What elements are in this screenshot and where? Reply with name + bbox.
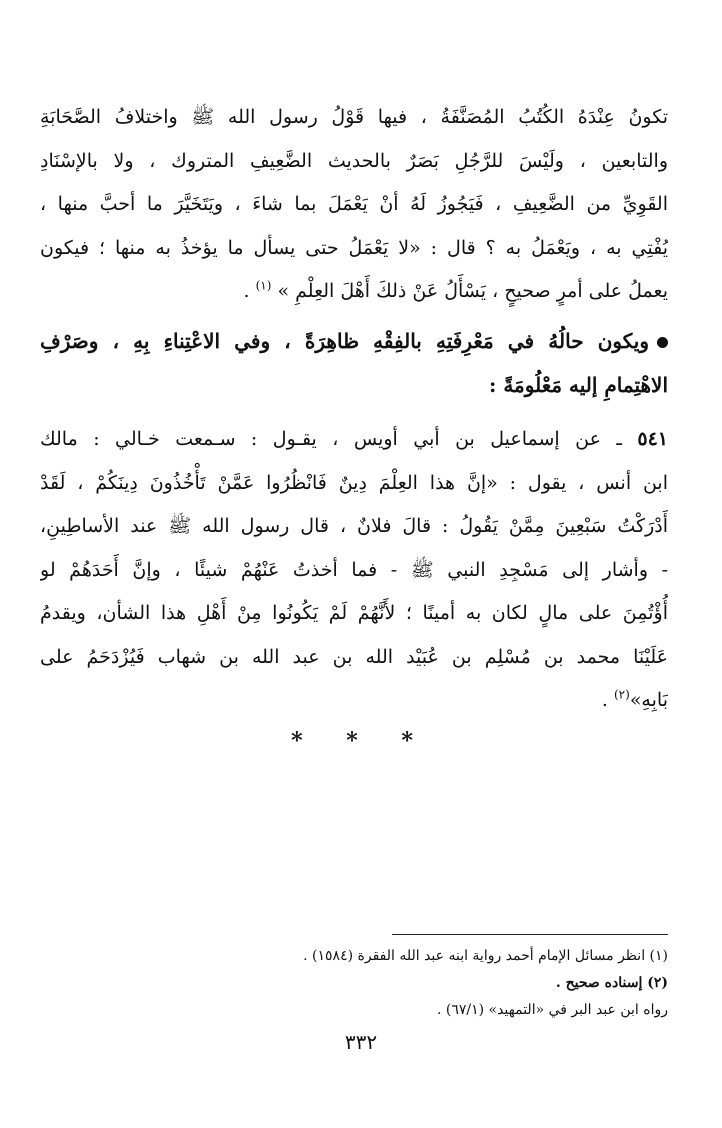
narration-number: ٥٤١ xyxy=(637,428,668,450)
narration-line-3: أَدْرَكْتُ سَبْعِينَ مِمَّنْ يَقُولُ : قالَ فلانٌ ، قال رسول الله ﷺ عند الأساطِينِ، xyxy=(40,515,668,537)
intro-line-4: يُفْتِي به ، ويَعْمَلُ به ؟ قال : «لا يَعْمَلُ حتى يسأل ما يؤخذُ به منها ؛ فيكون xyxy=(40,236,668,259)
narration-541 xyxy=(40,418,668,723)
footnotes xyxy=(240,943,668,1024)
narration-line-6: عَلَيْنَا محمد بن مُسْلِم بن عُبَيْد الله بن عبد الله بن شهاب فَيُزْدَحَمُ على xyxy=(40,645,668,668)
footnote-1: (١) انظر مسائل الإمام أحمد رواية ابنه عبد الله الفقرة (١٥٨٤) . xyxy=(303,948,668,964)
intro-end-mark: . xyxy=(243,280,250,302)
footnote-2: (٢) إسناده صحيح . xyxy=(555,975,668,991)
intro-line-3: القَوِيِّ من الضَّعِيفِ ، فَيَجُوزُ لَهُ أنْ يَعْمَلَ بما شاءَ ، ويَتَخَيَّرَ ما أحبَّ منها ، xyxy=(40,193,668,215)
narration-line-2: ابن أنس ، يقول : «إنَّ هذا العِلْمَ دِينٌ فَانْظُرُوا عَمَّنْ تَأْخُذُونَ دِينَكُمْ ، لَقَدْ xyxy=(40,471,668,494)
footnote-marker-1: (١) xyxy=(255,278,272,293)
footnote-divider xyxy=(392,934,668,935)
narration-line-1 xyxy=(40,418,668,462)
page-number: ٣٣٢ xyxy=(344,1030,378,1054)
narration-line-7 xyxy=(40,679,668,723)
narration-line-5: أُؤْتُمِنَ على مالٍ لكان به أمينًا ؛ لأَنَّهُمْ لَمْ يَكُونُوا مِنْ أَهْلِ هذا الشأن، ويقدمُ xyxy=(40,602,668,624)
bullet-icon xyxy=(657,337,668,348)
heading-line-2: الاهْتِمامِ إليه مَعْلُومَةً : xyxy=(488,372,668,397)
intro-paragraph xyxy=(40,96,668,314)
narration-end-mark: . xyxy=(601,689,608,711)
intro-line-2: والتابعين ، ولَيْسَ للرَّجُلِ بَصَرٌ بالحديث الضَّعِيفِ المتروك ، ولا بالإسْنَادِ xyxy=(40,149,668,172)
heading-line-1 xyxy=(40,320,668,364)
section-heading xyxy=(40,320,668,407)
narration-line-7-text: بَابِهِ» xyxy=(629,689,668,711)
intro-line-5-text: يعملُ على أمرٍ صحيحٍ ، يَسْأَلُ عَنْ ذلكَ أَهْلَ العِلْمِ » xyxy=(277,280,668,302)
intro-line-5 xyxy=(40,270,668,314)
footnote-2-source: رواه ابن عبد البر في «التمهيد» (٦٧/١) . xyxy=(436,1002,668,1018)
narration-line-4: - وأشار إلى مَسْجِدِ النبي ﷺ - فما أخذتُ عَنْهُمْ شيئًا ، وإنَّ أَحَدَهُمْ لو xyxy=(40,558,668,581)
footnote-marker-2: (٢) xyxy=(613,687,630,702)
heading-line-1-text: ويكون حالُهُ في مَعْرِفَتِهِ بالفِقْهِ ظاهِرَةً ، وفي الاعْتِناءِ بِهِ ، وصَرْفِ xyxy=(40,329,649,353)
intro-line-1: تكونُ عِنْدَهُ الكُتُبُ المُصَنَّفَةُ ، فيها قَوْلُ رسول الله ﷺ واختلافُ الصَّحَابَةِ xyxy=(40,106,668,128)
section-separator: * * * xyxy=(291,728,431,754)
narration-line-1-text: ـ عن إسماعيل بن أبي أويس ، يقـول : سـمعت خـالي : مالك xyxy=(40,428,622,450)
